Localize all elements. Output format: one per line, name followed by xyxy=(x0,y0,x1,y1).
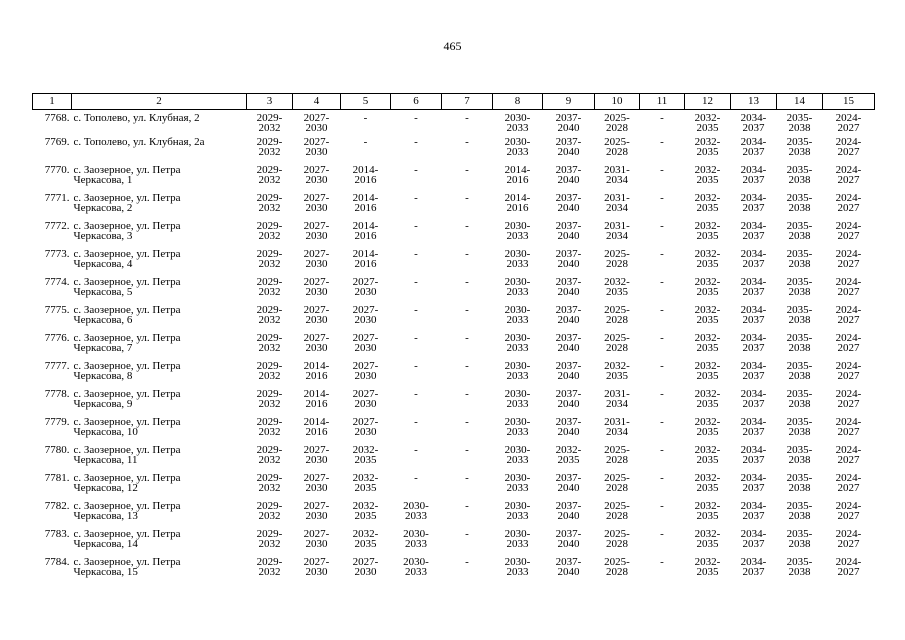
table-row xyxy=(33,194,875,222)
period-cell: 2029- 2032 xyxy=(256,136,283,158)
table-row xyxy=(33,502,875,530)
period-cell: 2037- 2040 xyxy=(555,192,582,214)
row-number: 7778. xyxy=(44,388,70,400)
period-cell: 2024- 2027 xyxy=(835,192,862,214)
period-cell: 2034- 2037 xyxy=(740,444,767,466)
period-cell: 2030- 2033 xyxy=(504,304,531,326)
table-row xyxy=(33,138,875,166)
period-cell: 2024- 2027 xyxy=(835,360,862,382)
period-cell: 2030- 2033 xyxy=(504,112,531,134)
period-cell: 2035- 2038 xyxy=(786,192,813,214)
register-table xyxy=(32,93,875,586)
period-cell: 2032- 2035 xyxy=(694,112,721,134)
period-cell: 2029- 2032 xyxy=(256,304,283,326)
period-cell: 2035- 2038 xyxy=(786,360,813,382)
period-cell: 2037- 2040 xyxy=(555,528,582,550)
column-header: 12 xyxy=(685,94,731,110)
period-cell: - xyxy=(660,304,664,316)
period-cell: - xyxy=(660,164,664,176)
period-cell: 2025- 2028 xyxy=(604,500,630,522)
table-row xyxy=(33,306,875,334)
period-cell: 2027- 2030 xyxy=(303,556,330,578)
period-cell: 2027- 2030 xyxy=(303,472,330,494)
period-cell: - xyxy=(465,112,469,124)
period-cell: - xyxy=(465,248,469,260)
period-cell: 2032- 2035 xyxy=(694,164,721,186)
row-number: 7769. xyxy=(44,136,70,148)
period-cell: 2032- 2035 xyxy=(694,304,721,326)
period-cell: - xyxy=(414,248,418,260)
period-cell: 2034- 2037 xyxy=(740,360,767,382)
period-cell: 2032- 2035 xyxy=(694,556,721,578)
period-cell: - xyxy=(660,220,664,232)
period-cell: 2024- 2027 xyxy=(835,528,862,550)
period-cell: 2034- 2037 xyxy=(740,472,767,494)
period-cell: 2014- 2016 xyxy=(303,388,330,410)
period-cell: 2032- 2035 xyxy=(694,136,721,158)
period-cell: - xyxy=(414,416,418,428)
row-number: 7768. xyxy=(44,112,70,124)
period-cell: 2034- 2037 xyxy=(740,416,767,438)
period-cell: - xyxy=(465,416,469,428)
row-number: 7771. xyxy=(44,192,70,204)
period-cell: 2035- 2038 xyxy=(786,388,813,410)
column-header: 1 xyxy=(33,94,72,110)
period-cell: 2037- 2040 xyxy=(555,220,582,242)
period-cell: 2027- 2030 xyxy=(352,416,379,438)
row-number: 7784. xyxy=(44,556,70,568)
period-cell: 2034- 2037 xyxy=(740,276,767,298)
period-cell: 2032- 2035 xyxy=(604,276,630,298)
period-cell: 2035- 2038 xyxy=(786,332,813,354)
period-cell: 2027- 2030 xyxy=(303,528,330,550)
address-cell: с. Заозерное, ул. Петра Черкасова, 15 xyxy=(73,556,181,578)
period-cell: 2027- 2030 xyxy=(303,164,330,186)
period-cell: - xyxy=(414,388,418,400)
period-cell: - xyxy=(414,304,418,316)
period-cell: - xyxy=(465,220,469,232)
period-cell: 2024- 2027 xyxy=(835,276,862,298)
period-cell: 2032- 2035 xyxy=(352,472,379,494)
period-cell: - xyxy=(414,112,418,124)
period-cell: - xyxy=(465,360,469,372)
period-cell: 2030- 2033 xyxy=(504,444,531,466)
period-cell: 2027- 2030 xyxy=(303,248,330,270)
table-row xyxy=(33,418,875,446)
period-cell: 2025- 2028 xyxy=(604,472,630,494)
column-header: 7 xyxy=(442,94,493,110)
row-number: 7774. xyxy=(44,276,70,288)
period-cell: 2027- 2030 xyxy=(352,276,379,298)
period-cell: 2025- 2028 xyxy=(604,332,630,354)
period-cell: - xyxy=(414,192,418,204)
table-row xyxy=(33,558,875,586)
column-header: 13 xyxy=(731,94,777,110)
period-cell: 2030- 2033 xyxy=(403,500,429,522)
period-cell: 2032- 2035 xyxy=(694,248,721,270)
period-cell: 2024- 2027 xyxy=(835,136,862,158)
period-cell: - xyxy=(660,248,664,260)
period-cell: 2035- 2038 xyxy=(786,164,813,186)
period-cell: 2025- 2028 xyxy=(604,444,630,466)
period-cell: 2035- 2038 xyxy=(786,556,813,578)
period-cell: 2035- 2038 xyxy=(786,500,813,522)
period-cell: 2037- 2040 xyxy=(555,360,582,382)
period-cell: 2032- 2035 xyxy=(694,416,721,438)
period-cell: 2037- 2040 xyxy=(555,248,582,270)
period-cell: - xyxy=(465,136,469,148)
table-row xyxy=(33,278,875,306)
period-cell: 2024- 2027 xyxy=(835,248,862,270)
period-cell: - xyxy=(660,444,664,456)
column-header: 2 xyxy=(72,94,247,110)
period-cell: 2014- 2016 xyxy=(303,360,330,382)
period-cell: 2027- 2030 xyxy=(352,556,379,578)
period-cell: - xyxy=(465,556,469,568)
column-header: 8 xyxy=(493,94,543,110)
period-cell: 2030- 2033 xyxy=(504,388,531,410)
period-cell: 2029- 2032 xyxy=(256,248,283,270)
period-cell: - xyxy=(465,192,469,204)
period-cell: 2032- 2035 xyxy=(352,500,379,522)
period-cell: 2014- 2016 xyxy=(352,164,379,186)
period-cell: 2029- 2032 xyxy=(256,360,283,382)
row-number: 7777. xyxy=(44,360,70,372)
period-cell: 2027- 2030 xyxy=(303,276,330,298)
period-cell: 2030- 2033 xyxy=(504,332,531,354)
row-number: 7772. xyxy=(44,220,70,232)
column-header: 5 xyxy=(341,94,391,110)
period-cell: 2027- 2030 xyxy=(303,444,330,466)
period-cell: 2025- 2028 xyxy=(604,136,630,158)
period-cell: 2030- 2033 xyxy=(403,556,429,578)
period-cell: 2030- 2033 xyxy=(504,528,531,550)
period-cell: 2027- 2030 xyxy=(303,112,330,134)
period-cell: 2027- 2030 xyxy=(352,304,379,326)
period-cell: 2014- 2016 xyxy=(352,220,379,242)
period-cell: 2037- 2040 xyxy=(555,556,582,578)
period-cell: - xyxy=(414,444,418,456)
table-row xyxy=(33,474,875,502)
period-cell: 2025- 2028 xyxy=(604,556,630,578)
period-cell: 2035- 2038 xyxy=(786,304,813,326)
page-number: 465 xyxy=(443,39,462,53)
period-cell: 2037- 2040 xyxy=(555,500,582,522)
period-cell: - xyxy=(660,556,664,568)
period-cell: 2029- 2032 xyxy=(256,556,283,578)
period-cell: 2025- 2028 xyxy=(604,528,630,550)
address-cell: с. Заозерное, ул. Петра Черкасова, 7 xyxy=(73,332,181,354)
period-cell: 2034- 2037 xyxy=(740,164,767,186)
period-cell: 2035- 2038 xyxy=(786,136,813,158)
period-cell: - xyxy=(660,500,664,512)
period-cell: - xyxy=(414,360,418,372)
period-cell: 2029- 2032 xyxy=(256,164,283,186)
period-cell: 2030- 2033 xyxy=(403,528,429,550)
period-cell: - xyxy=(465,472,469,484)
period-cell: 2032- 2035 xyxy=(694,500,721,522)
address-cell: с. Заозерное, ул. Петра Черкасова, 6 xyxy=(73,304,181,326)
period-cell: 2034- 2037 xyxy=(740,112,767,134)
period-cell: 2037- 2040 xyxy=(555,112,582,134)
table-row xyxy=(33,362,875,390)
period-cell: 2024- 2027 xyxy=(835,304,862,326)
period-cell: 2024- 2027 xyxy=(835,500,862,522)
period-cell: - xyxy=(414,472,418,484)
period-cell: 2034- 2037 xyxy=(740,556,767,578)
period-cell: 2027- 2030 xyxy=(352,360,379,382)
period-cell: - xyxy=(660,136,664,148)
period-cell: 2027- 2030 xyxy=(303,220,330,242)
period-cell: 2029- 2032 xyxy=(256,444,283,466)
address-cell: с. Заозерное, ул. Петра Черкасова, 2 xyxy=(73,192,181,214)
period-cell: 2024- 2027 xyxy=(835,556,862,578)
period-cell: 2032- 2035 xyxy=(352,444,379,466)
period-cell: 2029- 2032 xyxy=(256,192,283,214)
period-cell: 2029- 2032 xyxy=(256,220,283,242)
period-cell: 2029- 2032 xyxy=(256,332,283,354)
period-cell: - xyxy=(465,276,469,288)
period-cell: 2037- 2040 xyxy=(555,416,582,438)
period-cell: 2029- 2032 xyxy=(256,276,283,298)
period-cell: 2032- 2035 xyxy=(694,444,721,466)
period-cell: 2035- 2038 xyxy=(786,444,813,466)
period-cell: 2027- 2030 xyxy=(303,136,330,158)
period-cell: 2024- 2027 xyxy=(835,164,862,186)
period-cell: - xyxy=(465,444,469,456)
period-cell: 2025- 2028 xyxy=(604,248,630,270)
period-cell: 2030- 2033 xyxy=(504,360,531,382)
period-cell: 2032- 2035 xyxy=(604,360,630,382)
table-row xyxy=(33,110,875,139)
table-row xyxy=(33,250,875,278)
period-cell: 2032- 2035 xyxy=(694,276,721,298)
table-body xyxy=(33,110,875,587)
period-cell: 2024- 2027 xyxy=(835,388,862,410)
period-cell: 2027- 2030 xyxy=(352,332,379,354)
period-cell: 2027- 2030 xyxy=(352,388,379,410)
period-cell: 2031- 2034 xyxy=(604,220,630,242)
row-number: 7780. xyxy=(44,444,70,456)
period-cell: 2035- 2038 xyxy=(786,472,813,494)
address-cell: с. Заозерное, ул. Петра Черкасова, 14 xyxy=(73,528,181,550)
table-header xyxy=(33,94,875,110)
period-cell: 2034- 2037 xyxy=(740,248,767,270)
period-cell: - xyxy=(660,276,664,288)
period-cell: 2027- 2030 xyxy=(303,192,330,214)
period-cell: 2032- 2035 xyxy=(694,332,721,354)
column-header: 15 xyxy=(823,94,875,110)
period-cell: - xyxy=(414,136,418,148)
period-cell: 2037- 2040 xyxy=(555,164,582,186)
period-cell: 2034- 2037 xyxy=(740,304,767,326)
row-number: 7773. xyxy=(44,248,70,260)
column-header: 4 xyxy=(293,94,341,110)
row-number: 7770. xyxy=(44,164,70,176)
period-cell: 2037- 2040 xyxy=(555,136,582,158)
period-cell: 2024- 2027 xyxy=(835,332,862,354)
period-cell: 2030- 2033 xyxy=(504,416,531,438)
period-cell: 2034- 2037 xyxy=(740,528,767,550)
period-cell: 2032- 2035 xyxy=(555,444,582,466)
period-cell: 2030- 2033 xyxy=(504,248,531,270)
period-cell: 2014- 2016 xyxy=(352,192,379,214)
period-cell: 2030- 2033 xyxy=(504,500,531,522)
period-cell: 2014- 2016 xyxy=(504,192,531,214)
column-header: 14 xyxy=(777,94,823,110)
row-number: 7783. xyxy=(44,528,70,540)
column-header: 3 xyxy=(247,94,293,110)
period-cell: 2014- 2016 xyxy=(352,248,379,270)
period-cell: - xyxy=(660,332,664,344)
period-cell: - xyxy=(465,528,469,540)
address-cell: с. Заозерное, ул. Петра Черкасова, 1 xyxy=(73,164,181,186)
table-row xyxy=(33,166,875,194)
period-cell: - xyxy=(660,388,664,400)
period-cell: 2032- 2035 xyxy=(694,220,721,242)
period-cell: 2031- 2034 xyxy=(604,192,630,214)
period-cell: 2030- 2033 xyxy=(504,556,531,578)
table-row xyxy=(33,334,875,362)
period-cell: 2027- 2030 xyxy=(303,332,330,354)
period-cell: 2024- 2027 xyxy=(835,220,862,242)
period-cell: 2034- 2037 xyxy=(740,332,767,354)
period-cell: 2031- 2034 xyxy=(604,416,630,438)
period-cell: 2027- 2030 xyxy=(303,304,330,326)
period-cell: - xyxy=(660,472,664,484)
period-cell: 2031- 2034 xyxy=(604,388,630,410)
period-cell: 2030- 2033 xyxy=(504,276,531,298)
period-cell: - xyxy=(465,304,469,316)
period-cell: - xyxy=(465,388,469,400)
address-cell: с. Заозерное, ул. Петра Черкасова, 9 xyxy=(73,388,181,410)
address-cell: с. Заозерное, ул. Петра Черкасова, 12 xyxy=(73,472,181,494)
period-cell: - xyxy=(414,276,418,288)
table-row xyxy=(33,390,875,418)
row-number: 7776. xyxy=(44,332,70,344)
period-cell: 2032- 2035 xyxy=(694,360,721,382)
address-cell: с. Заозерное, ул. Петра Черкасова, 5 xyxy=(73,276,181,298)
address-cell: с. Заозерное, ул. Петра Черкасова, 10 xyxy=(73,416,181,438)
period-cell: 2035- 2038 xyxy=(786,276,813,298)
period-cell: 2037- 2040 xyxy=(555,332,582,354)
period-cell: 2014- 2016 xyxy=(504,164,531,186)
row-number: 7781. xyxy=(44,472,70,484)
period-cell: - xyxy=(465,164,469,176)
period-cell: 2014- 2016 xyxy=(303,416,330,438)
row-number: 7782. xyxy=(44,500,70,512)
column-header: 10 xyxy=(595,94,640,110)
period-cell: 2037- 2040 xyxy=(555,388,582,410)
address-cell: с. Тополево, ул. Клубная, 2 xyxy=(73,112,200,124)
period-cell: 2032- 2035 xyxy=(694,192,721,214)
period-cell: - xyxy=(414,164,418,176)
period-cell: 2029- 2032 xyxy=(256,388,283,410)
period-cell: 2035- 2038 xyxy=(786,416,813,438)
period-cell: 2030- 2033 xyxy=(504,472,531,494)
period-cell: 2034- 2037 xyxy=(740,388,767,410)
period-cell: 2029- 2032 xyxy=(256,416,283,438)
column-header: 6 xyxy=(391,94,442,110)
column-header: 9 xyxy=(543,94,595,110)
period-cell: - xyxy=(465,500,469,512)
address-cell: с. Заозерное, ул. Петра Черкасова, 11 xyxy=(73,444,181,466)
period-cell: 2035- 2038 xyxy=(786,112,813,134)
row-number: 7779. xyxy=(44,416,70,428)
period-cell: 2034- 2037 xyxy=(740,192,767,214)
period-cell: 2030- 2033 xyxy=(504,220,531,242)
period-cell: 2029- 2032 xyxy=(256,528,283,550)
period-cell: - xyxy=(414,332,418,344)
period-cell: 2034- 2037 xyxy=(740,500,767,522)
period-cell: 2035- 2038 xyxy=(786,220,813,242)
period-cell: 2029- 2032 xyxy=(256,500,283,522)
table-row xyxy=(33,446,875,474)
period-cell: 2032- 2035 xyxy=(694,388,721,410)
address-cell: с. Заозерное, ул. Петра Черкасова, 13 xyxy=(73,500,181,522)
period-cell: - xyxy=(363,136,368,148)
period-cell: 2037- 2040 xyxy=(555,276,582,298)
period-cell: 2035- 2038 xyxy=(786,528,813,550)
period-cell: 2032- 2035 xyxy=(694,472,721,494)
period-cell: 2035- 2038 xyxy=(786,248,813,270)
period-cell: 2037- 2040 xyxy=(555,472,582,494)
period-cell: 2024- 2027 xyxy=(835,112,862,134)
period-cell: - xyxy=(660,192,664,204)
address-cell: с. Тополево, ул. Клубная, 2а xyxy=(73,136,205,148)
period-cell: 2037- 2040 xyxy=(555,304,582,326)
period-cell: - xyxy=(414,220,418,232)
period-cell: - xyxy=(660,528,664,540)
table-row xyxy=(33,222,875,250)
address-cell: с. Заозерное, ул. Петра Черкасова, 3 xyxy=(73,220,181,242)
address-cell: с. Заозерное, ул. Петра Черкасова, 4 xyxy=(73,248,181,270)
row-number: 7775. xyxy=(44,304,70,316)
period-cell: 2034- 2037 xyxy=(740,220,767,242)
period-cell: 2034- 2037 xyxy=(740,136,767,158)
period-cell: 2029- 2032 xyxy=(256,472,283,494)
period-cell: 2024- 2027 xyxy=(835,472,862,494)
period-cell: 2025- 2028 xyxy=(604,304,630,326)
period-cell: 2030- 2033 xyxy=(504,136,531,158)
period-cell: - xyxy=(660,112,664,124)
period-cell: 2032- 2035 xyxy=(694,528,721,550)
period-cell: 2024- 2027 xyxy=(835,444,862,466)
column-header: 11 xyxy=(640,94,685,110)
period-cell: 2027- 2030 xyxy=(303,500,330,522)
period-cell: - xyxy=(465,332,469,344)
period-cell: - xyxy=(660,416,664,428)
period-cell: 2031- 2034 xyxy=(604,164,630,186)
address-cell: с. Заозерное, ул. Петра Черкасова, 8 xyxy=(73,360,181,382)
table-row xyxy=(33,530,875,558)
period-cell: 2024- 2027 xyxy=(835,416,862,438)
period-cell: - xyxy=(363,112,368,124)
period-cell: 2032- 2035 xyxy=(352,528,379,550)
period-cell: 2025- 2028 xyxy=(604,112,630,134)
period-cell: 2029- 2032 xyxy=(256,112,283,134)
period-cell: - xyxy=(660,360,664,372)
